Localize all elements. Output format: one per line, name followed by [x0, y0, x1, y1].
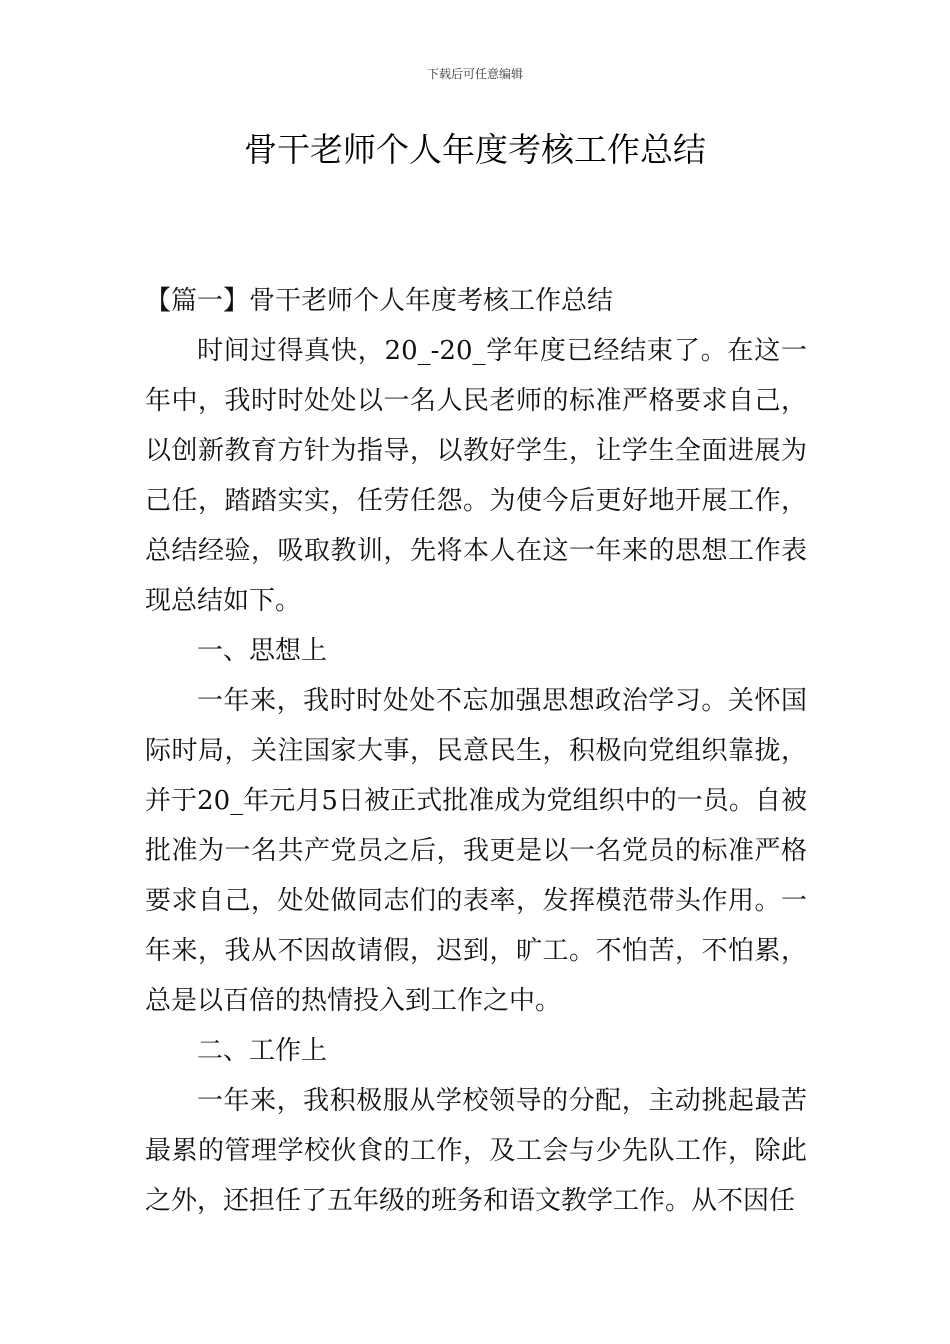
- subheading-thought: 一、思想上: [197, 636, 328, 666]
- subheading-work: 二、工作上: [197, 1036, 328, 1066]
- header-note: 下载后可任意编辑: [426, 67, 523, 81]
- document-body: [145, 276, 807, 1226]
- thought-paragraph: 一年来，我时时处处不忘加强思想政治学习。关怀国际时局，关注国家大事，民意民生，积极向党组织靠拢，并于20_年元月5日被正式批准成为党组织中的一员。自被批准为一名共产党员之后，我更是以一名党员的标准严格要求自己，处处做同志们的表率，发挥模范带头作用。一年来，我从不因故请假，迟到，旷工。不怕苦，不怕累，总是以百倍的热情投入到工作之中。: [145, 686, 807, 1016]
- document-title: 骨干老师个人年度考核工作总结: [244, 130, 706, 169]
- work-paragraph: 一年来，我积极服从学校领导的分配，主动挑起最苦最累的管理学校伙食的工作，及工会与少先队工作，除此之外，还担任了五年级的班务和语文教学工作。从不因任: [145, 1086, 807, 1216]
- section-heading: 【篇一】骨干老师个人年度考核工作总结: [145, 286, 614, 316]
- intro-paragraph: 时间过得真快，20_-20_学年度已经结束了。在这一年中，我时时处处以一名人民老师的标准严格要求自己，以创新教育方针为指导，以教好学生，让学生全面进展为己任，踏踏实实，任劳任怨。为使今后更好地开展工作，总结经验，吸取教训，先将本人在这一年来的思想工作表现总结如下。: [145, 336, 807, 616]
